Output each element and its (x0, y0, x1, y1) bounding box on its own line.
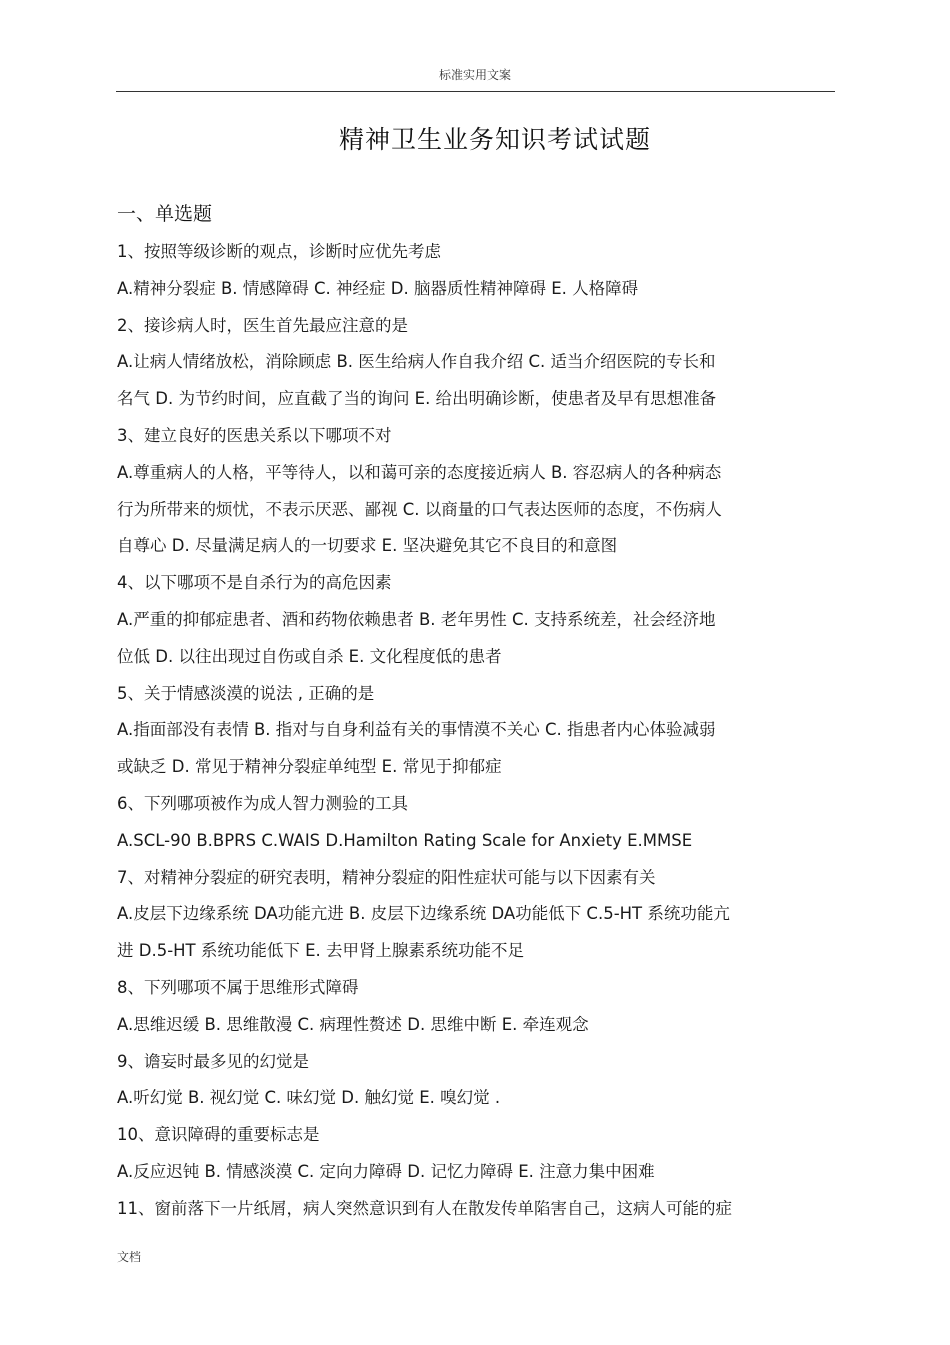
text-line: A.指面部没有表情 B. 指对与自身利益有关的事情漠不关心 C. 指患者内心体验减弱 (117, 720, 716, 740)
text-line: 3、建立良好的医患关系以下哪项不对 (117, 425, 392, 445)
text-line: 8、下列哪项不属于思维形式障碍 (117, 977, 359, 997)
text-line: 位低 D. 以往出现过自伤或自杀 E. 文化程度低的患者 (117, 646, 502, 666)
text-line: A.听幻觉 B. 视幻觉 C. 味幻觉 D. 触幻觉 E. 嗅幻觉 . (117, 1088, 501, 1108)
text-line: 2、接诊病人时，医生首先最应注意的是 (117, 315, 408, 335)
text-line: 10、意识障碍的重要标志是 (117, 1125, 320, 1145)
text-line: A.尊重病人的人格，平等待人，以和蔼可亲的态度接近病人 B. 容忍病人的各种病态 (117, 462, 722, 482)
text-line: 7、对精神分裂症的研究表明，精神分裂症的阳性症状可能与以下因素有关 (117, 867, 656, 887)
text-line: A.严重的抑郁症患者、酒和药物依赖患者 B. 老年男性 C. 支持系统差，社会经济地 (117, 609, 716, 629)
section-heading: 一、单选题 (117, 203, 213, 225)
header-rule (116, 91, 835, 92)
text-line: 4、以下哪项不是自杀行为的高危因素 (117, 573, 392, 593)
text-line: A.让病人情绪放松，消除顾虑 B. 医生给病人作自我介绍 C. 适当介绍医院的专长和 (117, 352, 716, 372)
text-line: A.反应迟钝 B. 情感淡漠 C. 定向力障碍 D. 记忆力障碍 E. 注意力集中困难 (117, 1161, 655, 1181)
page-footer: 文档 (117, 1250, 142, 1264)
text-line: 行为所带来的烦忧，不表示厌恶、鄙视 C. 以商量的口气表达医师的态度，不伤病人 (117, 499, 722, 519)
text-line: 5、关于情感淡漠的说法 , 正确的是 (117, 683, 375, 703)
text-line: A.精神分裂症 B. 情感障碍 C. 神经症 D. 脑器质性精神障碍 E. 人格障碍 (117, 278, 639, 298)
document-title: 精神卫生业务知识考试试题 (338, 125, 651, 154)
text-line: A.SCL-90 B.BPRS C.WAIS D.Hamilton Rating Scale for Anxiety E.MMSE (117, 830, 693, 850)
text-line: 自尊心 D. 尽量满足病人的一切要求 E. 坚决避免其它不良目的和意图 (117, 536, 618, 556)
text-line: 名气 D. 为节约时间，应直截了当的询问 E. 给出明确诊断，使患者及早有思想准备 (117, 389, 717, 409)
text-line: 9、谵妄时最多见的幻觉是 (117, 1051, 309, 1071)
text-line: 11、窗前落下一片纸屑，病人突然意识到有人在散发传单陷害自己，这病人可能的症 (117, 1198, 732, 1218)
text-line: 进 D.5-HT 系统功能低下 E. 去甲肾上腺素系统功能不足 (117, 941, 525, 961)
text-line: 1、按照等级诊断的观点，诊断时应优先考虑 (117, 242, 441, 261)
text-line: 或缺乏 D. 常见于精神分裂症单纯型 E. 常见于抑郁症 (117, 757, 502, 777)
page-header: 标准实用文案 (438, 68, 511, 82)
text-line: A.思维迟缓 B. 思维散漫 C. 病理性赘述 D. 思维中断 E. 牵连观念 (117, 1014, 589, 1034)
text-line: 6、下列哪项被作为成人智力测验的工具 (117, 793, 408, 813)
question-body (117, 237, 833, 1231)
text-line: A.皮层下边缘系统 DA功能亢进 B. 皮层下边缘系统 DA功能低下 C.5-HT 系统功能亢 (117, 904, 730, 924)
